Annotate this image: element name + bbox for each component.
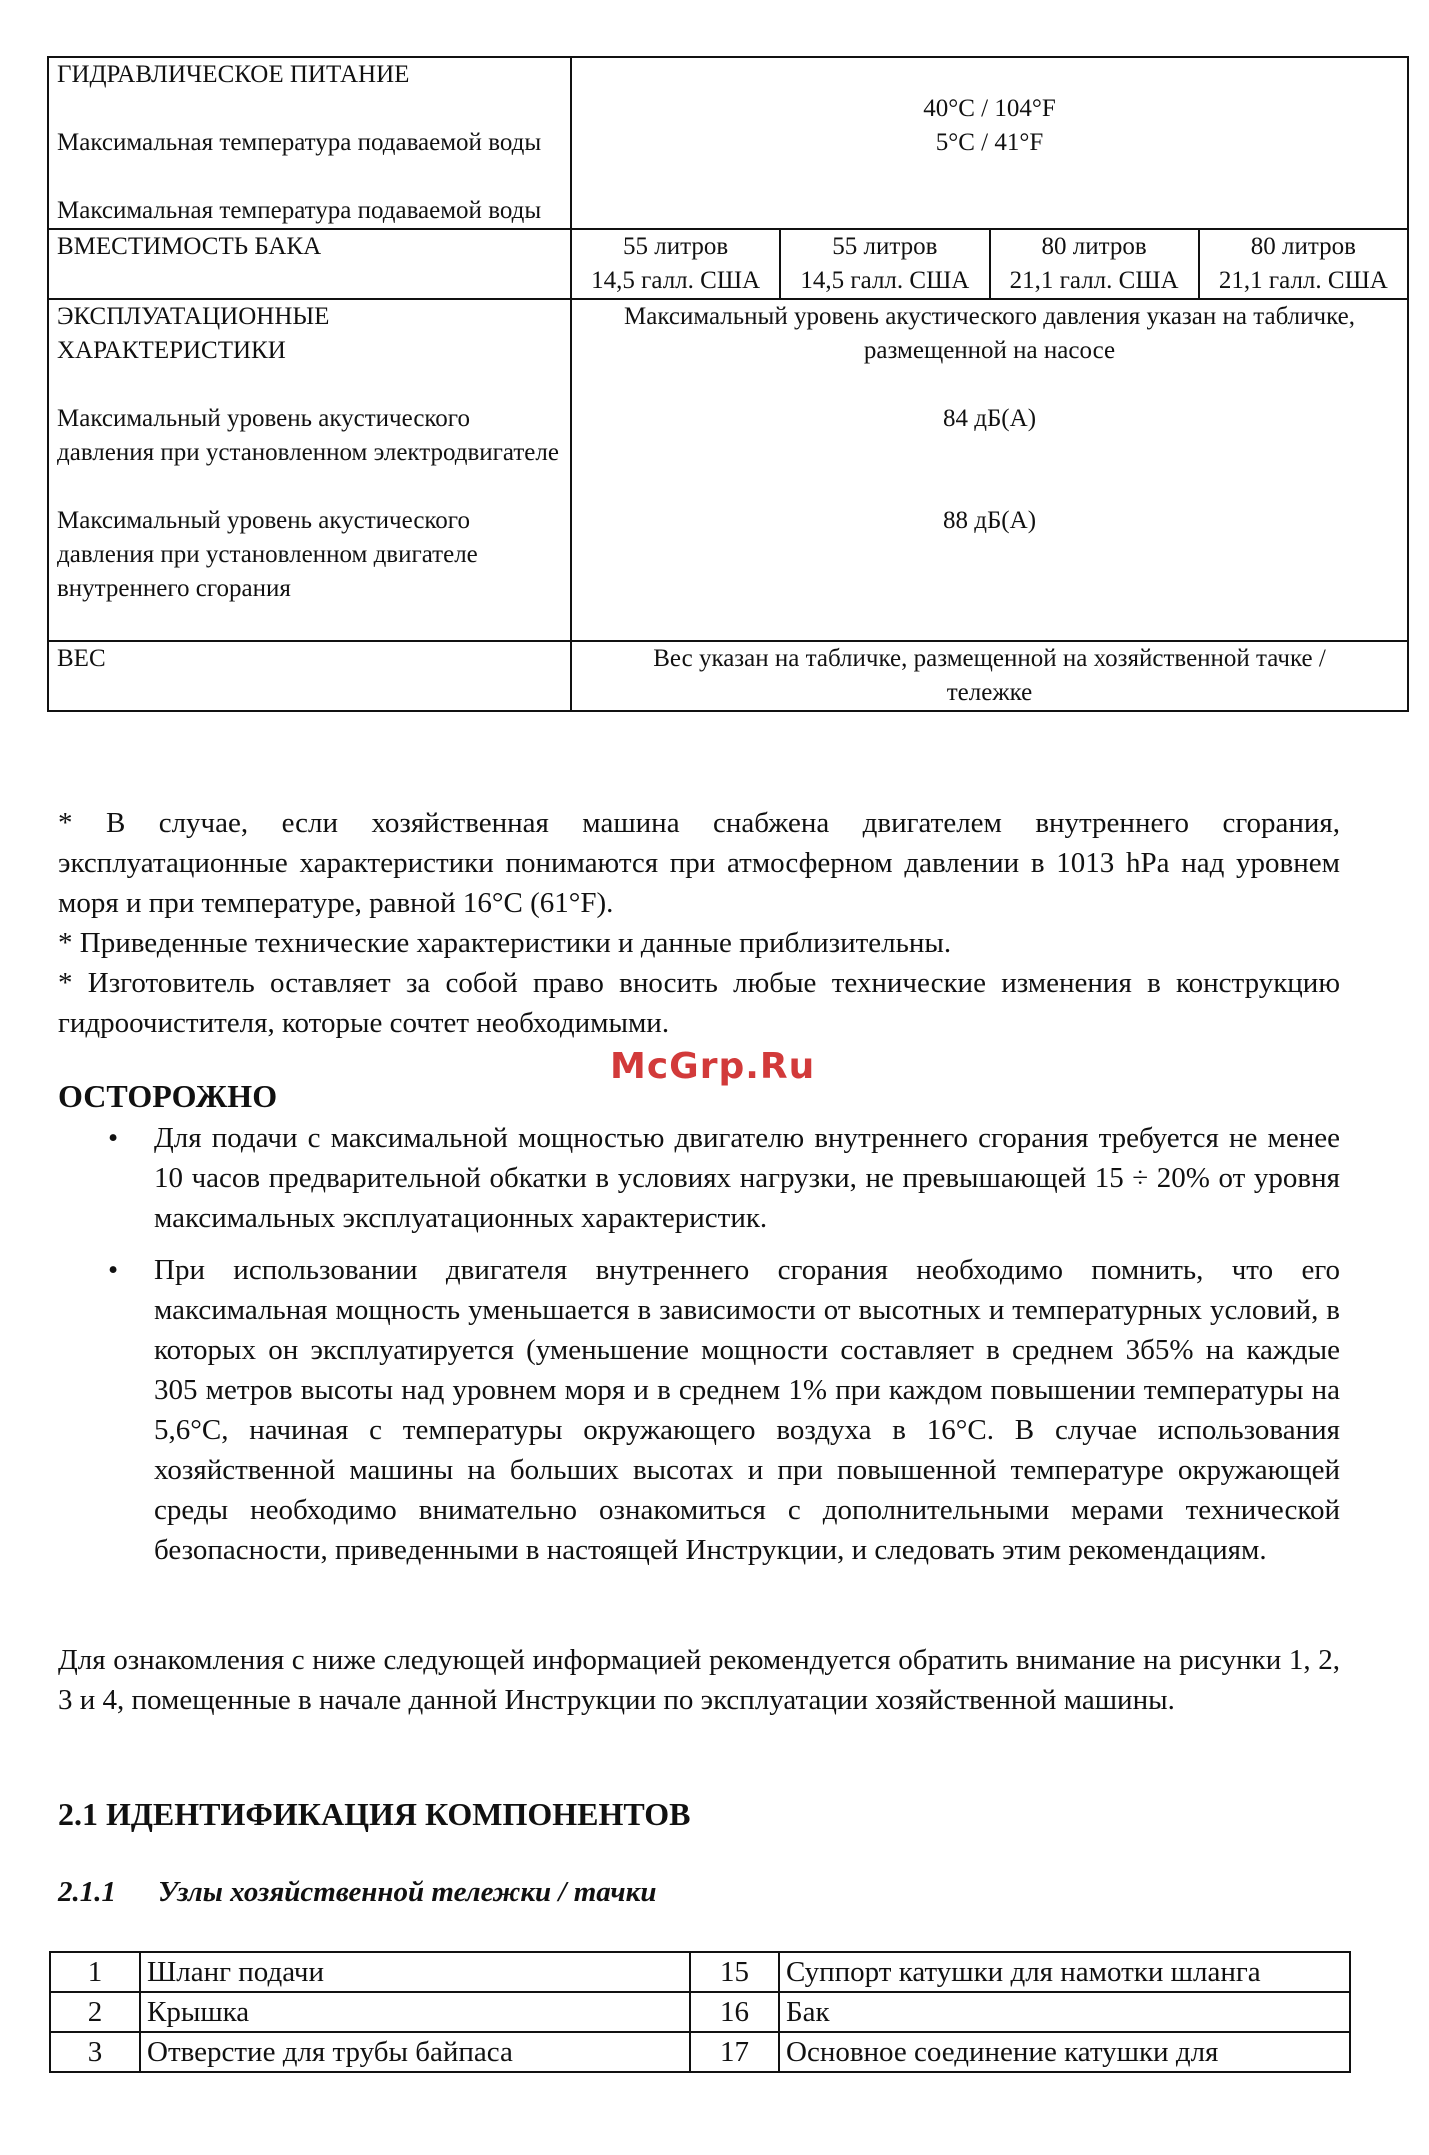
component-name: Отверстие для трубы байпаса — [140, 2032, 690, 2072]
performance-heading: ЭКСПЛУАТАЦИОННЫЕ ХАРАКТЕРИСТИКИ — [57, 303, 330, 364]
min-water-temp-label: Максимальная температура подаваемой воды — [57, 197, 542, 224]
hydraulic-row — [48, 57, 1408, 229]
component-number: 15 — [690, 1952, 779, 1992]
weight-value — [571, 641, 1408, 711]
section-title: 2.1 ИДЕНТИФИКАЦИЯ КОМПОНЕНТОВ — [58, 1796, 691, 1832]
subsection-title — [58, 1876, 656, 1909]
table-row — [50, 1952, 1350, 1992]
tank-liters: 80 литров — [1250, 233, 1356, 260]
tank-liters: 55 литров — [832, 233, 938, 260]
component-number: 17 — [690, 2032, 779, 2072]
subsection-text: Узлы хозяйственной тележки / тачки — [158, 1876, 657, 1908]
component-name: Основное соединение катушки для — [779, 2032, 1350, 2072]
tank-gallons: 14,5 галл. США — [591, 267, 761, 294]
max-water-temp-label: Максимальная температура подаваемой воды — [57, 129, 542, 156]
performance-note: Максимальный уровень акустического давления указан на табличке, размещенной на насосе — [624, 303, 1355, 364]
spec-table — [47, 56, 1409, 712]
bullet-icon: • — [108, 1122, 119, 1154]
tank-label: ВМЕСТИМОСТЬ БАКА — [48, 229, 571, 299]
tank-gallons: 21,1 галл. США — [1218, 267, 1388, 294]
tank-liters: 55 литров — [623, 233, 729, 260]
warning-text: Для подачи с максимальной мощностью двигателю внутреннего сгорания требуется не менее 10 часов предварительной обкатки в условиях нагрузки, не превышающей 15 ÷ 20% от уровня максимальных эксплуатационных характеристик. — [154, 1122, 1340, 1234]
hydraulic-label-cell — [48, 57, 571, 229]
weight-row — [48, 641, 1408, 711]
table-row — [50, 2032, 1350, 2072]
table-row — [50, 1992, 1350, 2032]
component-number: 2 — [50, 1992, 140, 2032]
performance-row — [48, 299, 1408, 641]
component-name: Суппорт катушки для намотки шланга — [779, 1952, 1350, 1992]
tank-cell — [1199, 229, 1408, 299]
tank-gallons: 21,1 галл. США — [1009, 267, 1179, 294]
footnote: * Изготовитель оставляет за собой право вносить любые технические изменения в конструкцию гидроочистителя, которые сочтет необходимыми. — [58, 967, 1340, 1039]
component-name: Бак — [779, 1992, 1350, 2032]
min-water-temp-value: 5°C / 41°F — [935, 129, 1044, 156]
warning-text: При использовании двигателя внутреннего сгорания необходимо помнить, что его максимальная мощность уменьшается в зависимости от высотных и температурных условий, в которых он эксплуатируется (уменьшение мощности составляет в среднем 3б5% на каждые 305 метров высоты над уровнем моря и в среднем 1% при каждом повышении температуры на 5,6°C, начиная с температуры окружающего воздуха в 16°C. В случае использования хозяйственной машины на больших высотах и при повышенной температуре окружающей среды необходимо внимательно ознакомиться с дополнительными мерами технической безопасности, приведенными в настоящей Инструкции, и следовать этим рекомендациям. — [154, 1254, 1340, 1566]
subsection-number: 2.1.1 — [58, 1876, 116, 1908]
warning-title: ОСТОРОЖНО — [58, 1078, 278, 1114]
footnote: * В случае, если хозяйственная машина снабжена двигателем внутреннего сгорания, эксплуатационные характеристики понимаются при атмосферном давлении в 1013 hPa над уровнем моря и при температуре, равной 16°C (61°F). — [58, 807, 1340, 919]
component-number: 3 — [50, 2032, 140, 2072]
noise-combustion-label: Максимальный уровень акустического давления при установленном двигателе внутреннего сгорания — [57, 507, 478, 602]
tank-cell — [571, 229, 780, 299]
tank-gallons: 14,5 галл. США — [800, 267, 970, 294]
components-table — [49, 1951, 1351, 2073]
warning-list — [58, 1118, 1340, 1582]
noise-electric-value: 84 дБ(A) — [942, 405, 1037, 432]
component-number: 16 — [690, 1992, 779, 2032]
hydraulic-heading: ГИДРАВЛИЧЕСКОЕ ПИТАНИЕ — [57, 61, 410, 88]
noise-combustion-value: 88 дБ(A) — [942, 507, 1037, 534]
tank-cell — [780, 229, 989, 299]
weight-label: ВЕС — [48, 641, 571, 711]
noise-electric-label: Максимальный уровень акустического давления при установленном электродвигателе — [57, 405, 559, 466]
performance-value-cell — [571, 299, 1408, 641]
footnotes — [58, 803, 1340, 1043]
tank-cell — [990, 229, 1199, 299]
weight-text: Вес указан на табличке, размещенной на хозяйственной тачке / тележке — [653, 645, 1326, 706]
tank-row — [48, 229, 1408, 299]
watermark: McGrp.Ru — [610, 1046, 816, 1087]
component-name: Крышка — [140, 1992, 690, 2032]
bullet-icon: • — [108, 1254, 119, 1286]
performance-label-cell — [48, 299, 571, 641]
hydraulic-value-cell — [571, 57, 1408, 229]
component-name: Шланг подачи — [140, 1952, 690, 1992]
warning-item — [58, 1118, 1340, 1238]
component-number: 1 — [50, 1952, 140, 1992]
footnote: * Приведенные технические характеристики и данные приблизительны. — [58, 927, 952, 959]
warning-item — [58, 1250, 1340, 1570]
max-water-temp-value: 40°C / 104°F — [923, 95, 1056, 122]
tank-liters: 80 литров — [1041, 233, 1147, 260]
intro-paragraph: Для ознакомления с ниже следующей информацией рекомендуется обратить внимание на рисунки 1, 2, 3 и 4, помещенные в начале данной Инструкции по эксплуатации хозяйственной машины. — [58, 1644, 1340, 1716]
